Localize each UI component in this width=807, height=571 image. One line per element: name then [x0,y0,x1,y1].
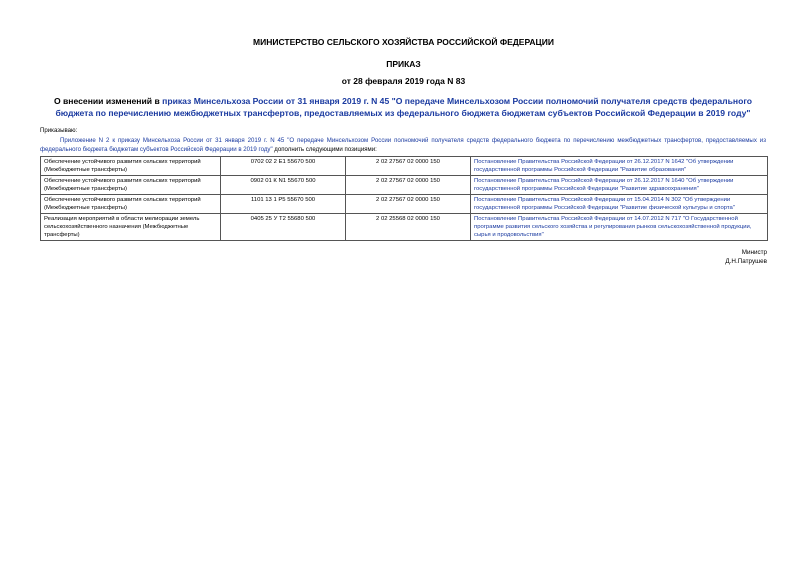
row-act-link[interactable]: Постановление Правительства Российской Федерации от 26.12.2017 N 1640 "Об утверждении государственной программы Российской Федерации "Развитие здравоохранения" [471,176,768,195]
positions-table [40,156,768,241]
row-code1: 0902 01 К N1 55670 500 [221,176,346,195]
signature-position: Министр [741,249,767,256]
annex-suffix: дополнить следующими позициями: [272,146,377,153]
document-type: ПРИКАЗ [386,59,421,69]
row-name: Обеспечение устойчивого развития сельских территорий (Межбюджетные трансферты) [41,176,221,195]
document-title [40,95,766,119]
ordering-word: Приказываю: [40,127,78,134]
row-code2: 2 02 27567 02 0000 150 [346,157,471,176]
row-code1: 0702 02 2 Е1 55670 500 [221,157,346,176]
row-name: Обеспечение устойчивого развития сельских территорий (Межбюджетные трансферты) [41,195,221,214]
title-prefix: О внесении изменений в [53,96,163,106]
row-code2: 2 02 25568 02 0000 150 [346,214,471,241]
table-row [41,195,768,214]
signature-name: Д.Н.Патрушев [725,258,767,265]
row-act-link[interactable]: Постановление Правительства Российской Федерации от 26.12.2017 N 1642 "Об утверждении государственной программы Российской Федерации "Развитие образования" [471,157,768,176]
row-code1: 1101 13 1 Р5 55670 500 [221,195,346,214]
table-row [41,176,768,195]
row-act-link[interactable]: Постановление Правительства Российской Федерации от 15.04.2014 N 302 "Об утверждении государственной программы Российской Федерации "Развитие физической культуры и спорта" [471,195,768,214]
table-row [41,214,768,241]
row-code1: 0405 25 У Т2 55680 500 [221,214,346,241]
row-name: Реализация мероприятий в области мелиорации земель сельскохозяйственного назначения (Межбюджетные трансферты) [41,214,221,241]
row-name: Обеспечение устойчивого развития сельских территорий (Межбюджетные трансферты) [41,157,221,176]
row-code2: 2 02 27567 02 0000 150 [346,195,471,214]
row-code2: 2 02 27567 02 0000 150 [346,176,471,195]
document-date-number: от 28 февраля 2019 года N 83 [341,76,466,86]
ministry-heading: МИНИСТЕРСТВО СЕЛЬСКОГО ХОЗЯЙСТВА РОССИЙСКОЙ ФЕДЕРАЦИИ [253,37,554,47]
annex-paragraph [40,136,766,154]
annex-link[interactable]: Приложение N 2 к приказу Минсельхоза России от 31 января 2019 г. N 45 "О передаче Минсельхозом России полномочий получателя средств федерального бюджета по перечислению межбюджетных трансфертов, предоставляемых из федерального бюджета бюджетам субъектов Российской Федерации в 2019 году" [40,137,766,153]
title-link[interactable]: приказ Минсельхоза России от 31 января 2019 г. N 45 "О передаче Минсельхозом России полномочий получателя средств федерального бюджета по перечислению межбюджетных трансфертов, предоставляемых из федерального бюджета бюджетам субъектов Российской Федерации в 2019 году" [55,96,753,118]
table-row [41,157,768,176]
row-act-link[interactable]: Постановление Правительства Российской Федерации от 14.07.2012 N 717 "О Государственной программе развития сельского хозяйства и регулирования рынков сельскохозяйственной продукции, сырья и продовольствия" [471,214,768,241]
